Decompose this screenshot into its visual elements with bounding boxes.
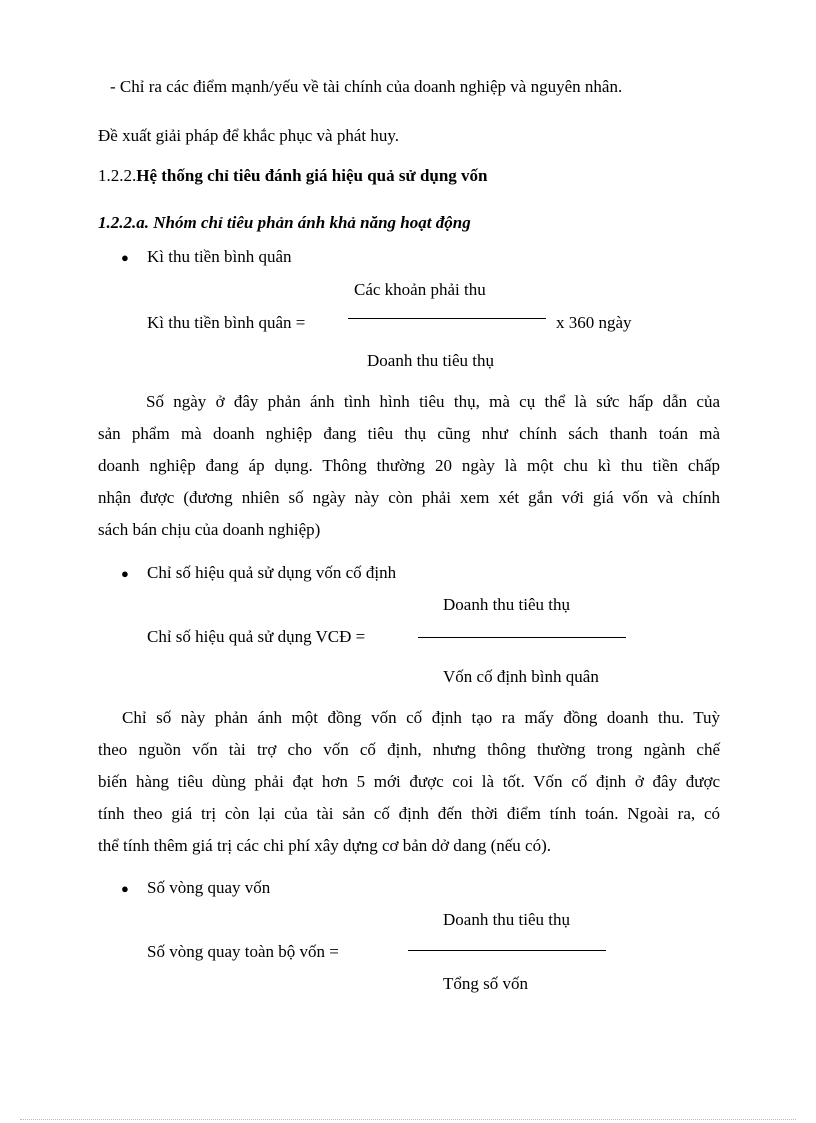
section-title: Hệ thống chỉ tiêu đánh giá hiệu quả sử dụng vốn	[136, 166, 488, 185]
ratio-2-fraction-bar	[418, 637, 626, 638]
subsection-heading: 1.2.2.a. Nhóm chỉ tiêu phản ánh khả năng hoạt động	[98, 213, 471, 232]
ratio-2-paragraph-line: tính theo giá trị còn lại của tài sản cố định đến thời điểm tính toán. Ngoài ra, có	[98, 804, 720, 823]
ratio-2-paragraph-last-line: thể tính thêm giá trị các chi phí xây dựng cơ bản dở dang (nếu có).	[98, 836, 551, 855]
ratio-3-denominator: Tổng số vốn	[443, 974, 528, 993]
intro-list-item: - Chỉ ra các điểm mạnh/yếu về tài chính của doanh nghiệp và nguyên nhân.	[110, 77, 623, 96]
ratio-1-paragraph-line: sản phẩm mà doanh nghiệp đang tiêu thụ cũng như chính sách thanh toán mà	[98, 424, 720, 443]
intro-line: Đề xuất giải pháp để khắc phục và phát huy.	[98, 126, 400, 145]
ratio-2-paragraph-line: Chỉ số này phản ánh một đồng vốn cố định tạo ra mấy đồng doanh thu. Tuỳ	[122, 708, 720, 727]
ratio-2-name: Chỉ số hiệu quả sử dụng vốn cố định	[147, 563, 397, 582]
ratio-1-paragraph-line: nhận được (đương nhiên số ngày này còn phải xem xét gắn với giá vốn và chính	[98, 488, 720, 507]
ratio-1-multiplier: x 360 ngày	[556, 313, 632, 332]
ratio-3-numerator: Doanh thu tiêu thụ	[443, 910, 571, 929]
ratio-1-paragraph-last-line: sách bán chịu của doanh nghiệp)	[98, 520, 321, 539]
ratio-2-denominator: Vốn cố định bình quân	[443, 667, 599, 686]
bullet-icon: ●	[121, 566, 129, 581]
ratio-2-numerator: Doanh thu tiêu thụ	[443, 595, 571, 614]
ratio-3-fraction-bar	[408, 950, 606, 951]
ratio-1-paragraph-line: Số ngày ở đây phản ánh tình hình tiêu thụ, mà cụ thể là sức hấp dẫn của	[146, 392, 720, 411]
section-number: 1.2.2.	[98, 166, 137, 185]
ratio-2-paragraph-line: theo nguồn vốn tài trợ cho vốn cố định, nhưng thông thường trong ngành chế	[98, 740, 720, 759]
section-heading	[98, 166, 488, 186]
ratio-1-fraction-bar	[348, 318, 546, 319]
ratio-1-name: Kì thu tiền bình quân	[147, 247, 292, 266]
bullet-icon: ●	[121, 881, 129, 896]
ratio-3-name: Số vòng quay vốn	[147, 878, 271, 897]
page-bottom-rule	[20, 1119, 796, 1120]
ratio-1-lhs: Kì thu tiền bình quân =	[147, 313, 306, 332]
ratio-2-lhs: Chỉ số hiệu quả sử dụng VCĐ =	[147, 627, 366, 646]
ratio-3-lhs: Số vòng quay toàn bộ vốn =	[147, 942, 339, 961]
ratio-2-paragraph-line: biến hàng tiêu dùng phải đạt hơn 5 mới được coi là tốt. Vốn cố định ở đây được	[98, 772, 720, 791]
ratio-1-numerator: Các khoản phải thu	[354, 280, 486, 299]
ratio-1-denominator: Doanh thu tiêu thụ	[367, 351, 495, 370]
bullet-icon: ●	[121, 250, 129, 265]
ratio-1-paragraph-line: doanh nghiệp đang áp dụng. Thông thường 20 ngày là một chu kì thu tiền chấp	[98, 456, 720, 475]
